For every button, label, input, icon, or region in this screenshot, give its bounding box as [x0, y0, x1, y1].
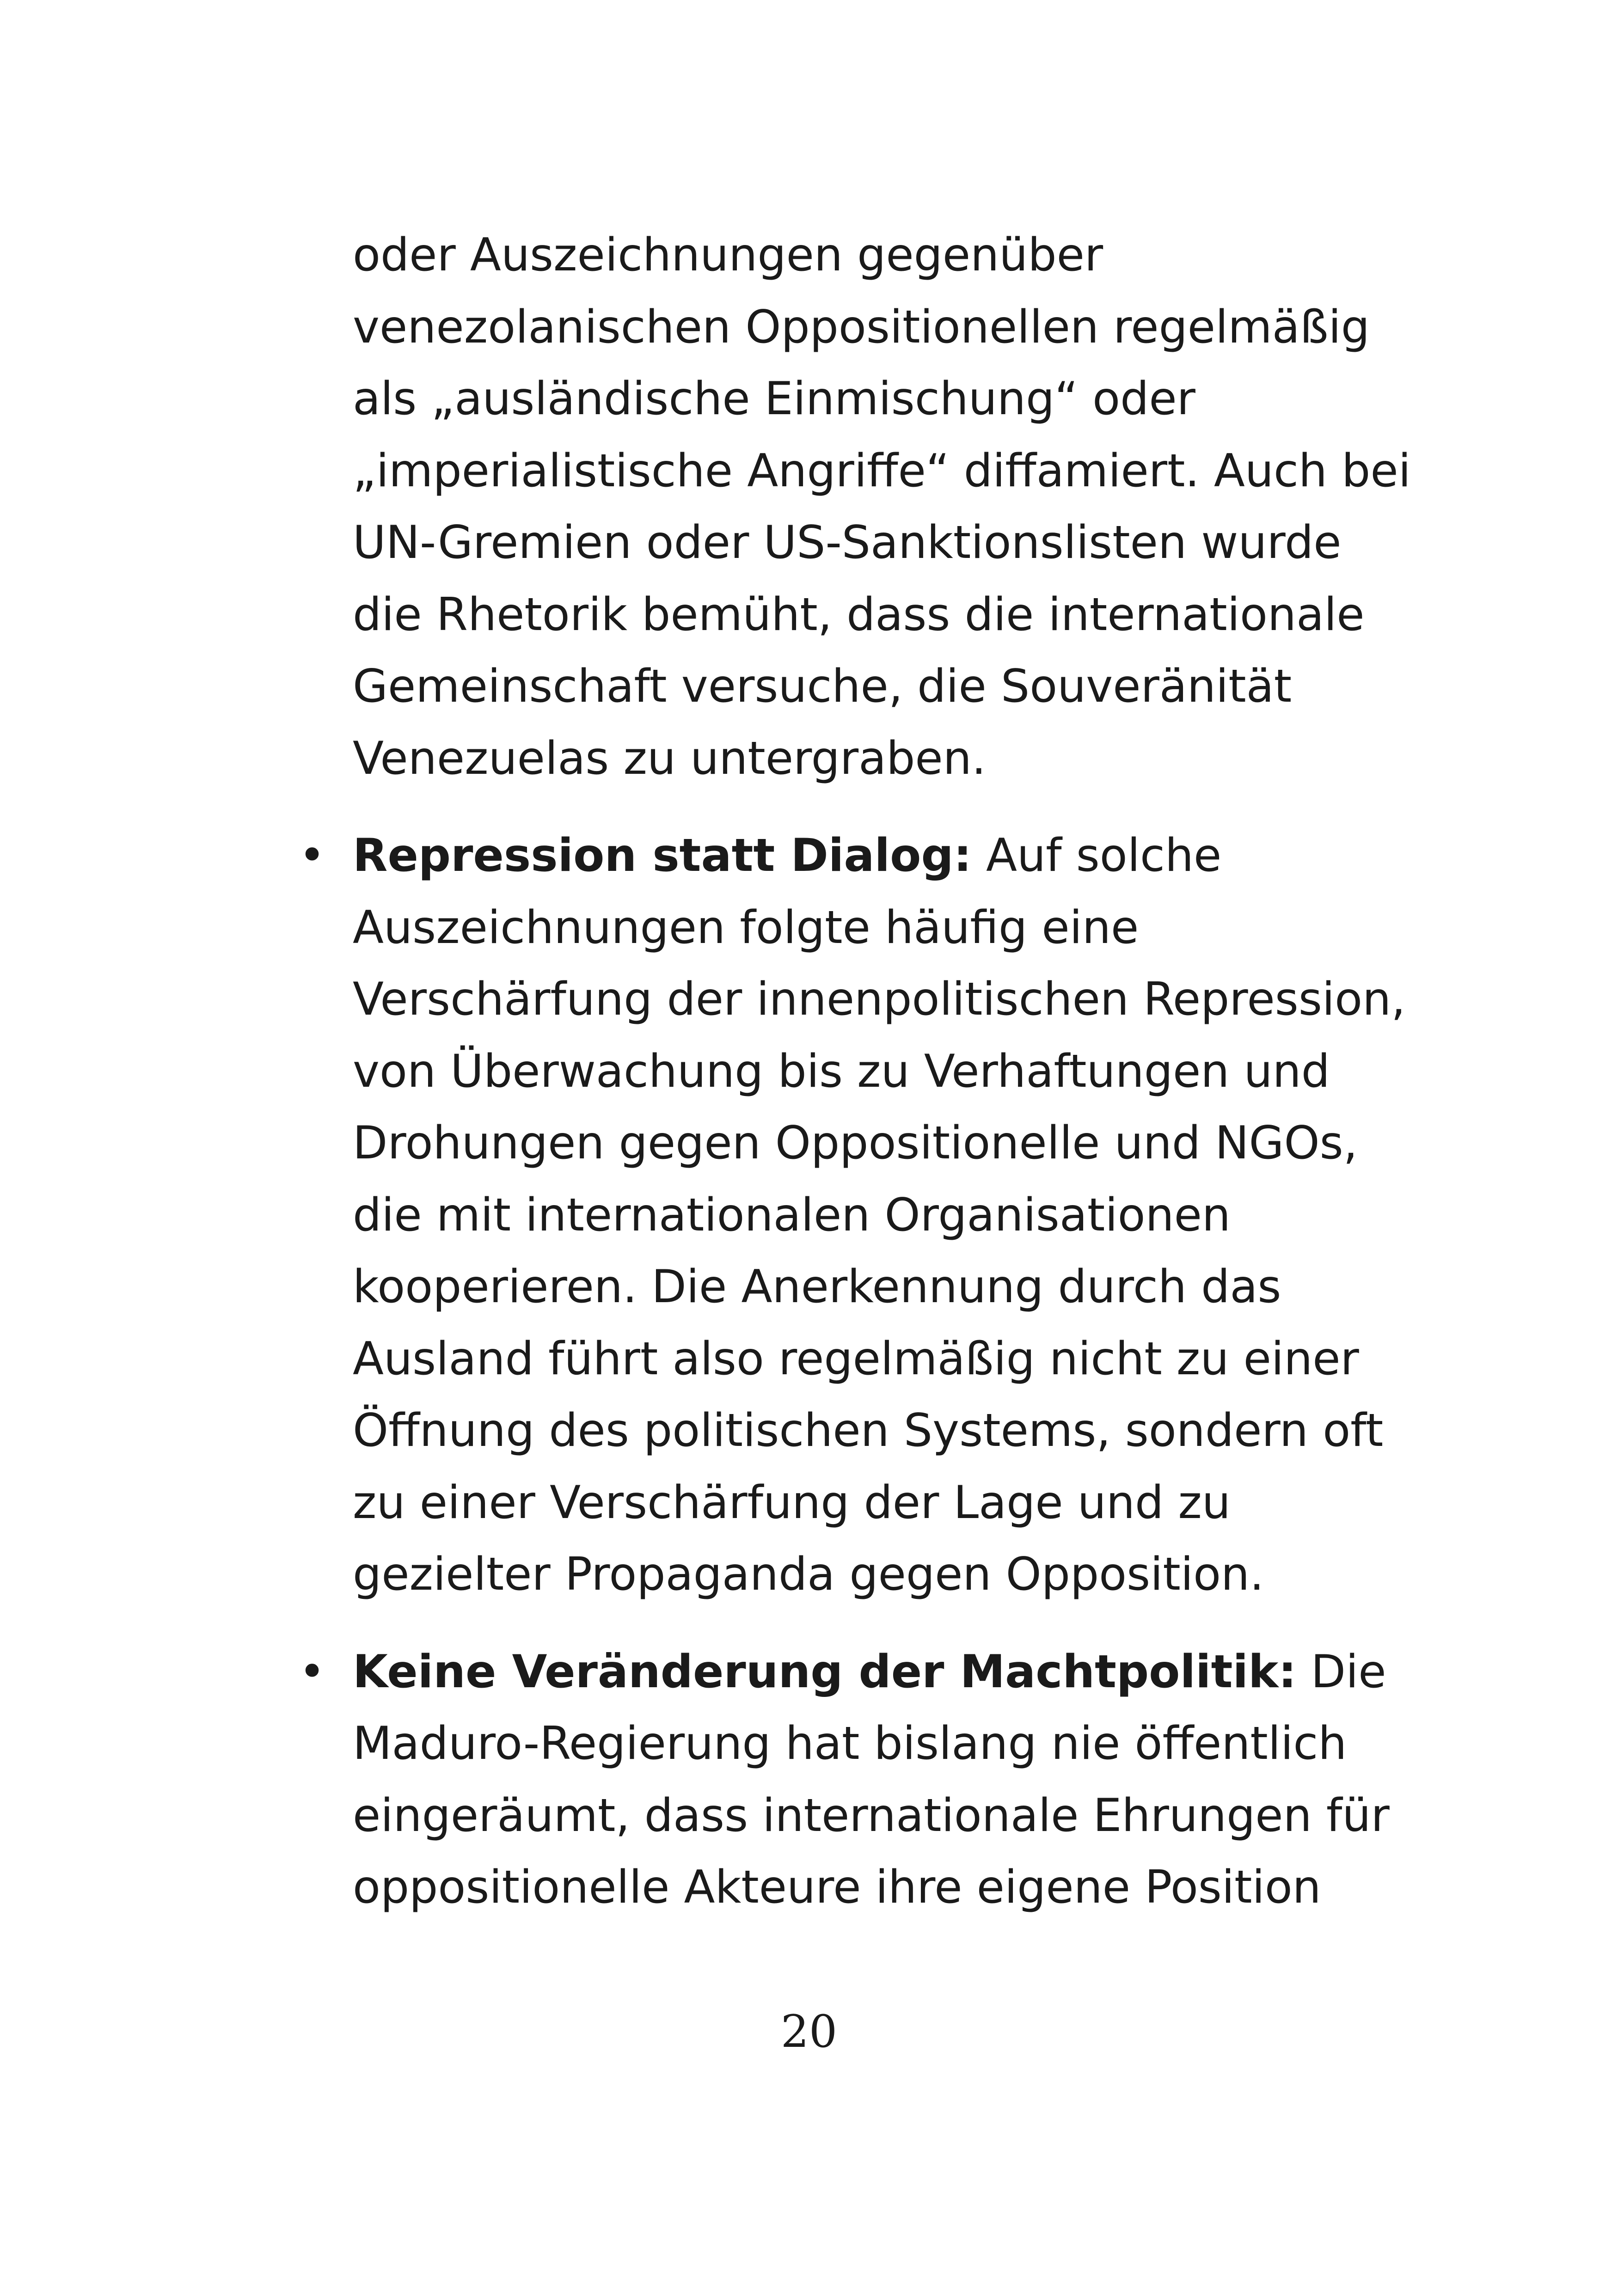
body-text	[299, 220, 1416, 1924]
bullet-item-repression	[299, 820, 1416, 1611]
bullet-icon: •	[299, 1645, 325, 1698]
bullet-heading: Keine Veränderung der Machtpolitik:	[353, 1645, 1297, 1698]
bullet-heading: Repression statt Dialog:	[353, 829, 972, 882]
bullet-icon: •	[299, 829, 325, 882]
page-number: 20	[780, 2006, 838, 2057]
bullet-text: Auf solche Auszeichnungen folgte häufig eine Verschärfung der innenpolitischen Repression, von Überwachung bis zu Verhaftungen und Drohungen gegen Oppositionelle und NGOs, die mit internationalen Organisationen kooperieren. Die Anerkennung durch das Ausland führt also regelmäßig nicht zu einer Öffnung des politischen Systems, sondern oft zu einer Verschärfung der Lage und zu gezielter Propaganda gegen Opposition.	[353, 829, 1406, 1601]
continuation-paragraph: oder Auszeichnungen gegenüber venezolanischen Oppositionellen regelmäßig als „ausländische Einmischung“ oder „imperialistische Angriffe“ diffamiert. Auch bei UN-Gremien oder US-Sanktionslisten wurde die Rhetorik bemüht, dass die internationale Gemeinschaft versuche, die Souveränität Venezuelas zu untergraben.	[353, 229, 1411, 785]
bullet-item-machtpolitik	[299, 1636, 1416, 1924]
bullet-text: Die Maduro-Regierung hat bislang nie öffentlich eingeräumt, dass internationale Ehrungen für oppositionelle Akteure ihre eigene Position	[353, 1645, 1390, 1914]
